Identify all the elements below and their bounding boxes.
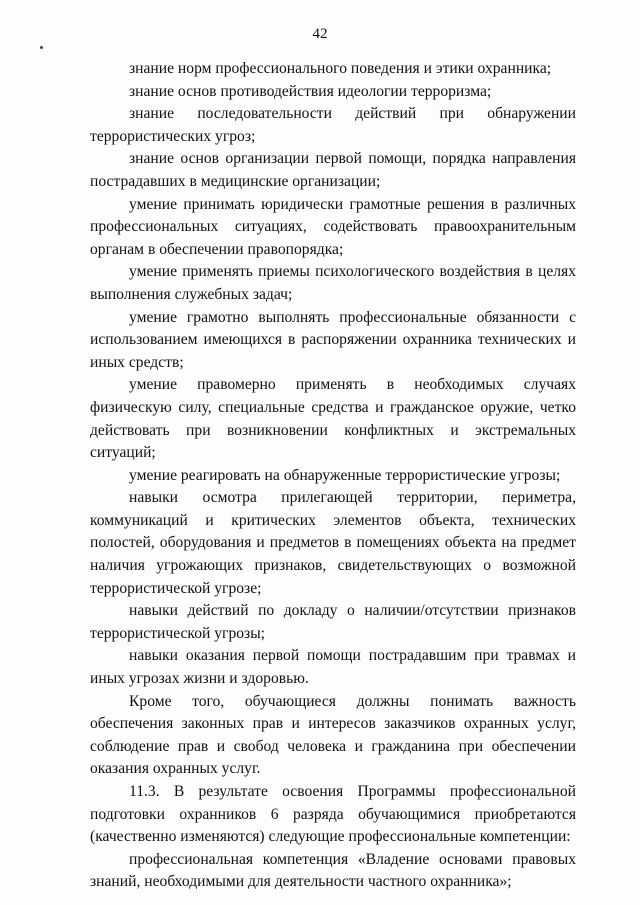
page-number: 42 xyxy=(312,26,328,42)
paragraph: знание основ организации первой помощи, порядка направления пострадавших в медицинские организации; xyxy=(90,150,576,190)
paragraph: знание норм профессионального поведения и этики охранника; xyxy=(129,60,552,77)
paragraph: Кроме того, обучающиеся должны понимать важность обеспечения законных прав и интересов заказчиков охранных услуг, соблюдение прав и свобод человека и гражданина при обеспечении оказания охранных услуг. xyxy=(90,692,576,778)
paragraph: навыки действий по докладу о наличии/отсутствии признаков террористической угрозы; xyxy=(90,602,576,642)
paragraph: умение реагировать на обнаруженные террористические угрозы; xyxy=(129,466,561,484)
paragraph: умение грамотно выполнять профессиональные обязанности с использованием имеющихся в распоряжении охранника технических и иных средств; xyxy=(90,308,576,371)
paragraph: знание основ противодействия идеологии терроризма; xyxy=(129,82,492,100)
body-text xyxy=(90,58,576,894)
paragraph: 11.3. В результате освоения Программы профессиональной подготовки охранников 6 разряда обучающимися приобретаются (качественно изменяются) следующие профессиональные компетенции: xyxy=(90,783,576,846)
paragraph: навыки оказания первой помощи пострадавшим при травмах и иных угрозах жизни и здоровью. xyxy=(90,647,576,688)
paragraph: знание последовательности действий при обнаружении террористических угроз; xyxy=(90,105,576,145)
paragraph: профессиональная компетенция «Владение основами правовых знаний, необходимыми для деятельности частного охранника»; xyxy=(90,850,576,891)
paragraph: умение принимать юридически грамотные решения в различных профессиональных ситуациях, содействовать правоохранительным органам в обеспечении правопорядка; xyxy=(90,195,576,258)
paragraph: умение применять приемы психологического воздействия в целях выполнения служебных задач; xyxy=(90,263,576,303)
paragraph: умение правомерно применять в необходимых случаях физическую силу, специальные средства и гражданское оружие, четко действовать при возникновении конфликтных и экстремальных ситуаций; xyxy=(90,376,576,462)
paragraph: навыки осмотра прилегающей территории, периметра, коммуникаций и критических элементов объекта, технических полостей, оборудования и предметов в помещениях объекта на предмет наличия угрожающих признаков, свидетельствующих о возможной террористической угрозе; xyxy=(90,489,576,597)
scan-speck xyxy=(40,46,43,49)
